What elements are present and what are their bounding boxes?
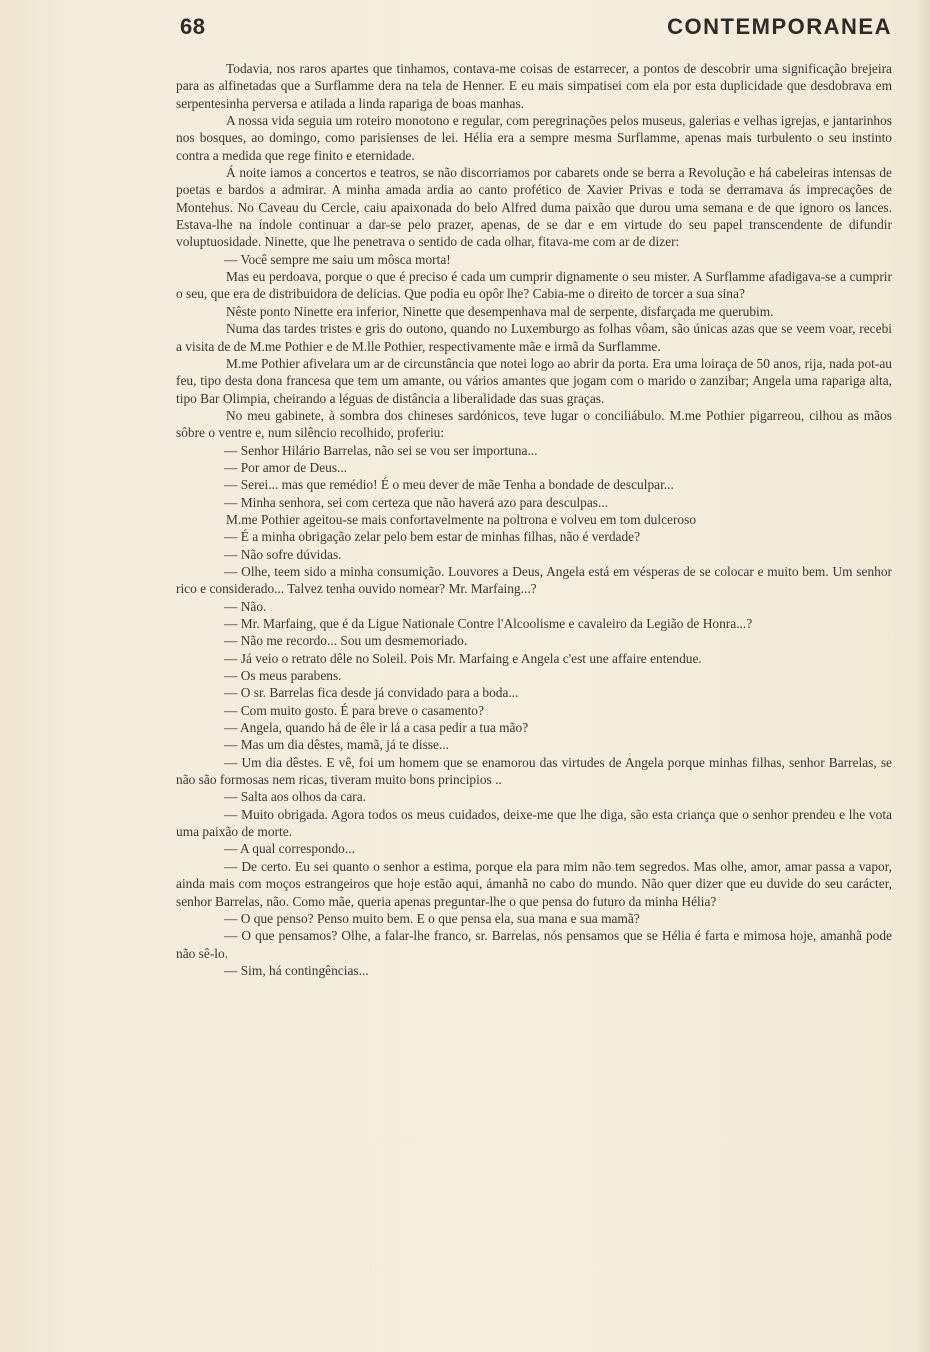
dialogue-line: — Não sofre dúvidas. <box>224 546 342 562</box>
paragraph: M.me Pothier ageitou-se mais confortavelmente na poltrona e volveu em tom dulceroso <box>226 511 697 527</box>
dialogue-line: — Sim, há contingências... <box>224 962 369 978</box>
page-number: 68 <box>180 14 206 39</box>
dialogue-line: — O que penso? Penso muito bem. E o que pensa ela, sua mana e sua mamã? <box>224 910 640 926</box>
dialogue-line: — Com muito gosto. É para breve o casamento? <box>224 702 484 718</box>
dialogue-line: — Não. <box>224 598 267 614</box>
paragraph: Todavia, nos raros apartes que tinhamos, contava-me coisas de estarrecer, a pontos de descobrir uma significação brejeira para as alfinetadas que a Surflamme dera na tela de Henner. E eu mais simpatisei com ela por esta duplicidade que desdobrava em serpentesinha perversa e atilada a linda rapariga de boas manhas. <box>176 61 892 111</box>
paragraph: A nossa vida seguia um roteiro monotono e regular, com peregrinações pelos museus, galerias e velhas igrejas, e jantarinhos nos bosques, ao domingo, como parisienses de lei. Hélia era a sempre mesma Surflamme, apenas mais turbulento o seu instinto contra a medida que rege finito e eternidade. <box>176 113 892 163</box>
dialogue-line: — Salta aos olhos da cara. <box>224 789 367 805</box>
dialogue-line: — Angela, quando há de êle ir lá a casa pedir a tua mão? <box>224 720 529 736</box>
dialogue-line: — De certo. Eu sei quanto o senhor a estima, porque ela para mim não tem segredos. Mas olhe, amor, amar passa a vapor, ainda mais com moços estrangeiros que hoje estão aqui, ámanhã no cabo do mundo. Não quer dizer que eu duvide do seu carácter, senhor Barrelas, não. Como mãe, queria apenas preguntar-lhe o que pensa do futuro da minha Hélia? <box>176 858 892 909</box>
dialogue-line: — Já veio o retrato dêle no Soleil. Pois Mr. Marfaing e Angela c'est une affaire entendue. <box>224 650 702 666</box>
dialogue-line: — Mr. Marfaing, que é da Ligue Nationale Contre l'Alcoolisme e cavaleiro da Legião de Honra...? <box>224 616 753 631</box>
dialogue-line: — Muito obrigada. Agora todos os meus cuidados, deixe-me que lhe diga, são esta criança que o senhor prendeu e lhe vota uma paixão de morte. <box>176 806 892 840</box>
paragraph: Á noite iamos a concertos e teatros, se não discorriamos por cabarets onde se berra a Revolução e há cabeleiras intensas de poetas e bardos a admirar. A minha amada ardia ao canto profético de Xavier Privas e toda se derramava ás imprecações de Montehus. No Caveau du Cercle, caiu apaixonada do belo Alfred duma paixão que durou uma semana e de que ignoro os lances. Estava-lhe na índole continuar a dar-se pelo prazer, apenas, de se dar e em virtude do seu papel transcendente de difundir voluptuosidade. Ninette, que lhe penetrava o sentido de cada olhar, fitava-me com ar de dizer: <box>176 165 892 250</box>
paragraph: Mas eu perdoava, porque o que é preciso é cada um cumprir dignamente o seu mister. A Surflamme afadigava-se a cumprir o seu, que era de distribuidora de delicias. Que podia eu opôr lhe? Cabia-me o direito de torcer a sua sina? <box>176 269 892 302</box>
dialogue-line: — É a minha obrigação zelar pelo bem estar de minhas filhas, não é verdade? <box>224 529 641 545</box>
dialogue-line: — Um dia dêstes. E vê, foi um homem que se enamorou das virtudes de Angela porque minhas filhas, senhor Barrelas, se não são formosas nem ricas, tiveram muito bons principios .. <box>176 754 892 788</box>
dialogue-line: — Minha senhora, sei com certeza que não haverá azo para desculpas... <box>224 494 609 510</box>
dialogue-line: — Serei... mas que remédio! É o meu dever de mãe Tenha a bondade de desculpar... <box>224 477 674 493</box>
dialogue-line: — O sr. Barrelas fica desde já convidado para a boda... <box>224 685 519 701</box>
dialogue-line: — A qual correspondo... <box>224 841 355 857</box>
dialogue-line: — Por amor de Deus... <box>224 459 348 475</box>
dialogue-line: — Mas um dia dêstes, mamã, já te disse... <box>224 737 449 753</box>
paragraph: Nêste ponto Ninette era inferior, Ninette que desempenhava mal de serpente, disfarçada me querubim. <box>226 303 774 319</box>
dialogue-line: — Não me recordo... Sou um desmemoriado. <box>224 633 468 649</box>
dialogue-line: — O que pensamos? Olhe, a falar-lhe franco, sr. Barrelas, nós pensamos que se Hélia é farta e mimosa hoje, amanhã pode não sê-lo. <box>176 928 892 961</box>
dialogue-line: — Os meus parabens. <box>224 668 342 684</box>
dialogue-line: — Você sempre me saiu um môsca morta! <box>224 251 451 267</box>
running-title: CONTEMPORANEA <box>667 14 892 39</box>
page-edge-shadow <box>916 0 930 1352</box>
paragraph: Numa das tardes tristes e gris do outono, quando no Luxemburgo as folhas vôam, são únicas azas que se veem voar, recebi a visita de de M.me Pothier e de M.lle Pothier, respectivamente mãe e irmã da Surflamme. <box>176 321 892 354</box>
body-text <box>176 60 892 979</box>
dialogue-line: — Olhe, teem sido a minha consumição. Louvores a Deus, Angela está em vésperas de se colocar e muito bem. Um senhor rico e considerado... Talvez tenha ouvido nomear? Mr. Marfaing...? <box>176 563 892 597</box>
dialogue-line: — Senhor Hilário Barrelas, não sei se vou ser importuna... <box>224 442 538 458</box>
page-header <box>180 14 892 44</box>
paragraph: M.me Pothier afivelara um ar de circunstância que notei logo ao abrir da porta. Era uma loiraça de 50 anos, rija, nada pot-au feu, tipo desta dona francesa que tem um amante, ou vários amantes que jogam com o marido o zanzibar; Angela uma rapariga alta, tipo Bar Olimpia, cheirando a léguas de distância a liberalidade das suas graças. <box>176 355 892 406</box>
paragraph: No meu gabinete, à sombra dos chineses sardónicos, teve lugar o conciliábulo. M.me Pothier pigarreou, cilhou as mãos sôbre o ventre e, num silêncio recolhido, proferiu: <box>176 407 892 441</box>
